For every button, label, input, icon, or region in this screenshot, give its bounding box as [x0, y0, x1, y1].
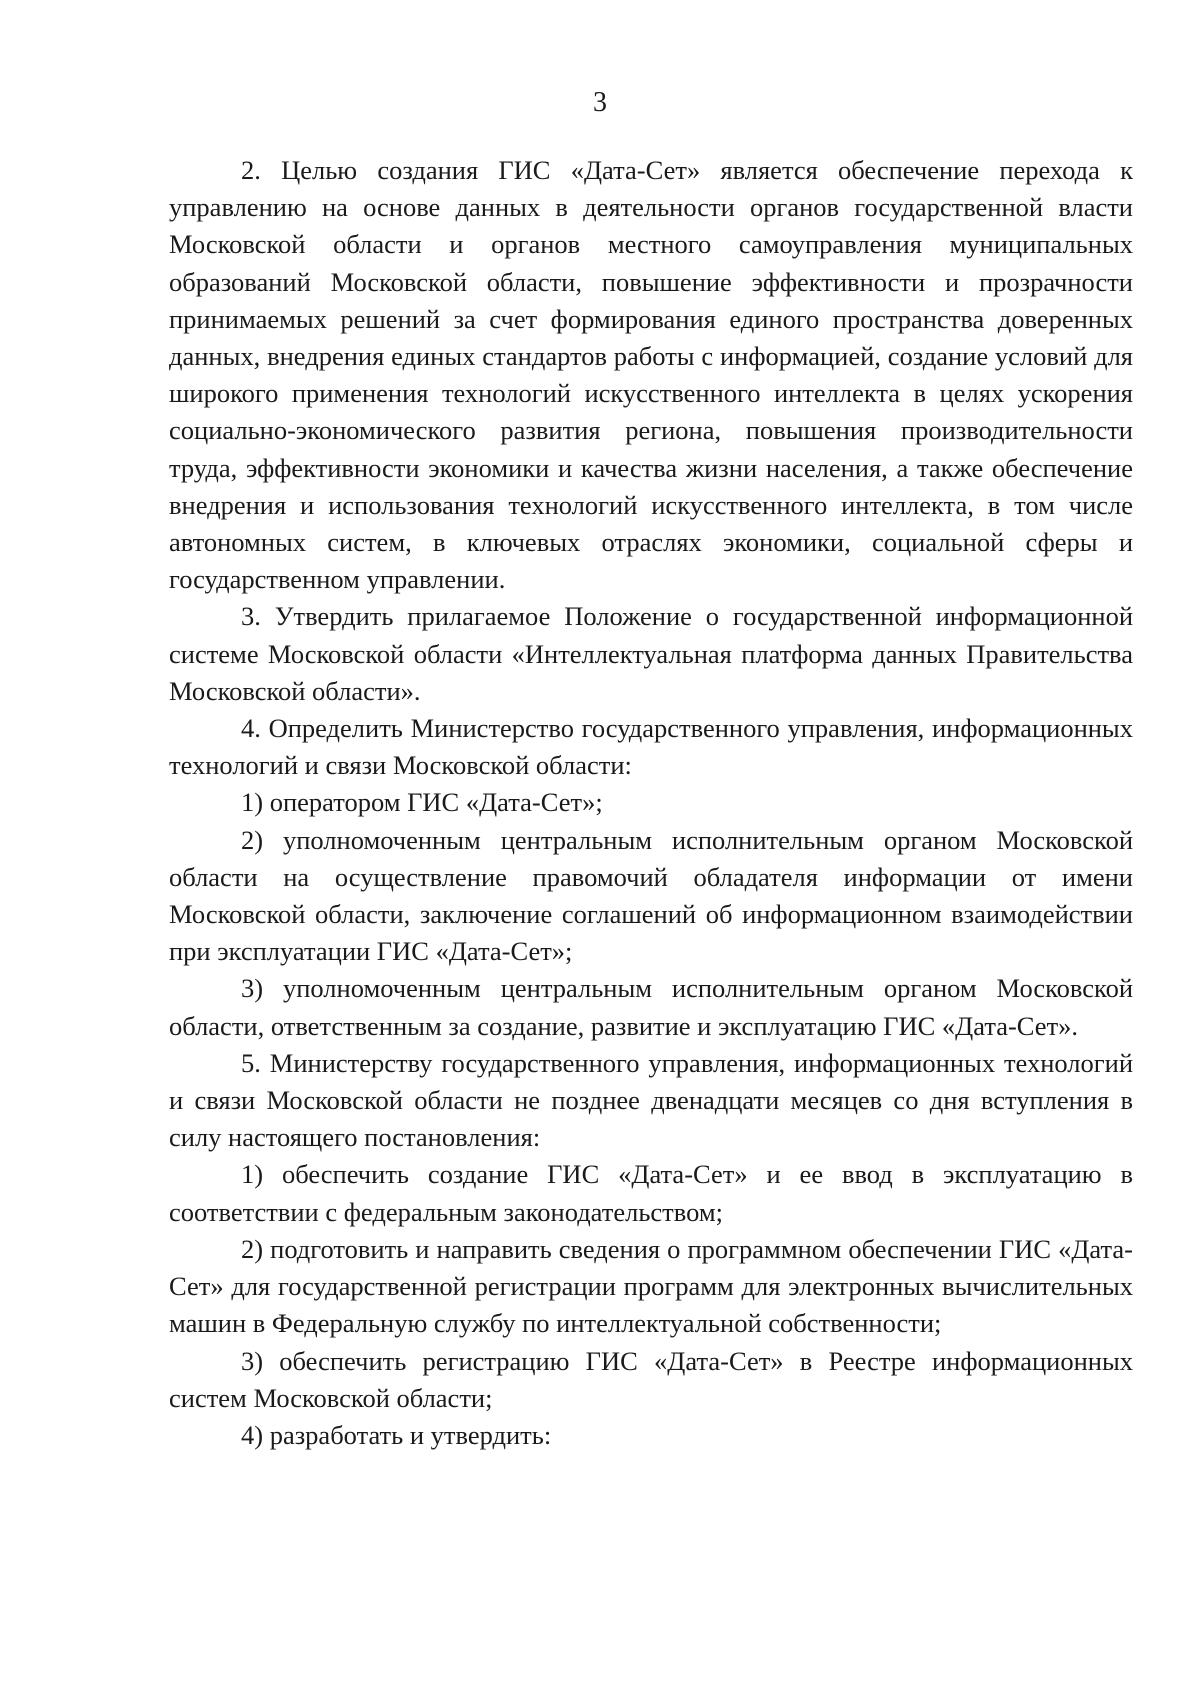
document-body: [169, 152, 1133, 1454]
paragraph-ministry-tasks: 5. Министерству государственного управления, информационных технологий и связи Московской области не позднее двенадцати месяцев со дня вступления в силу настоящего постановления:: [169, 1047, 1133, 1153]
list-item-authorized-owner: 2) уполномоченным центральным исполнительным органом Московской области на осуществление правомочий обладателя информации от имени Московской области, заключение соглашений об информационном взаимодействии при эксплуатации ГИС «Дата-Сет»;: [169, 824, 1133, 967]
list-item-operator: 1) оператором ГИС «Дата-Сет»;: [241, 787, 603, 818]
paragraph-designate-ministry: 4. Определить Министерство государственного управления, информационных технологий и связи Московской области:: [169, 713, 1133, 781]
list-item-registry: 3) обеспечить регистрацию ГИС «Дата-Сет» в Реестре информационных систем Московской области;: [169, 1345, 1133, 1413]
list-item-registration-software: 2) подготовить и направить сведения о программном обеспечении ГИС «Дата-Сет» для государственной регистрации программ для электронных вычислительных машин в Федеральную службу по интеллектуальной собственности;: [169, 1233, 1133, 1339]
paragraph-goal: 2. Целью создания ГИС «Дата-Сет» является обеспечение перехода к управлению на основе данных в деятельности органов государственной власти Московской области и органов местного самоуправления муниципальных образований Московской области, повышение эффективности и прозрачности принимаемых решений за счет формирования единого пространства доверенных данных, внедрения единых стандартов работы с информацией, создание условий для широкого применения технологий искусственного интеллекта в целях ускорения социально-экономического развития региона, повышения производительности труда, эффективности экономики и качества жизни населения, а также обеспечение внедрения и использования технологий искусственного интеллекта, в том числе автономных систем, в ключевых отраслях экономики, социальной сферы и государственном управлении.: [169, 155, 1133, 595]
list-item-develop-approve: 4) разработать и утвердить:: [241, 1419, 552, 1450]
list-item-authorized-development: 3) уполномоченным центральным исполнительным органом Московской области, ответственным за создание, развитие и эксплуатацию ГИС «Дата-Сет».: [169, 973, 1133, 1041]
page-number: 3: [593, 87, 607, 118]
list-item-create-system: 1) обеспечить создание ГИС «Дата-Сет» и ее ввод в эксплуатацию в соответствии с федеральным законодательством;: [169, 1159, 1133, 1227]
paragraph-approve-regulation: 3. Утвердить прилагаемое Положение о государственной информационной системе Московской области «Интеллектуальная платформа данных Правительства Московской области».: [169, 601, 1133, 706]
